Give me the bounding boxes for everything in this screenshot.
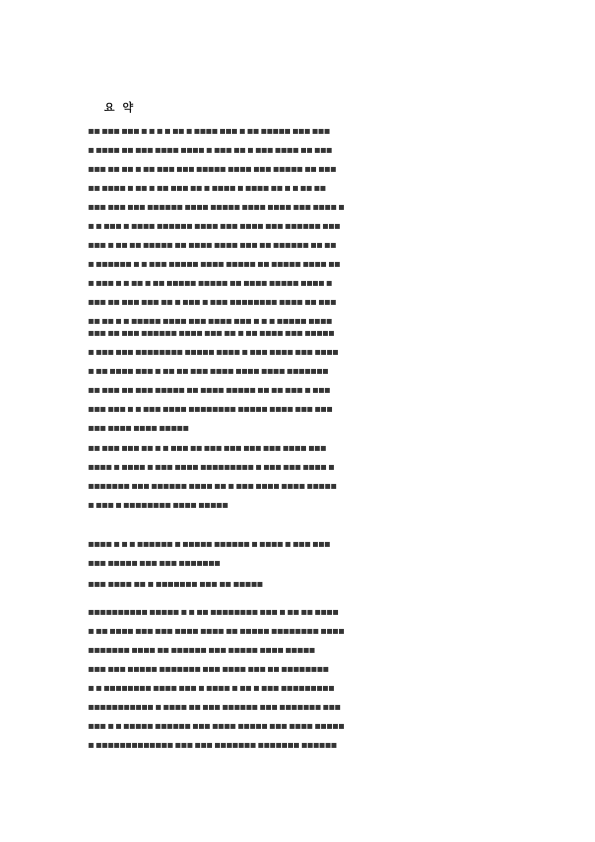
text-run: ■■■ ■ ■■ ■■ ■■■■■ ■■ ■■■■ ■■■■ ■■■ ■■ ■■■■■■ ■■ ■■ xyxy=(88,240,337,249)
paragraph-2 xyxy=(88,323,508,437)
text-line xyxy=(88,697,508,716)
text-run: ■ ■■■■■■ ■ ■ ■■■ ■■■■■ ■■■■ ■■■■■ ■■ ■■■■■ ■■■■ ■■ xyxy=(88,259,341,268)
text-run: ■■ ■■ ■ ■ ■■■■■ ■■■■ ■■■ ■■■■ ■■■ ■ ■ ■ ■■■■■ ■■■■ xyxy=(88,316,333,325)
text-line xyxy=(88,361,508,380)
text-line xyxy=(88,553,508,572)
text-line xyxy=(88,342,508,361)
text-run: ■ ■■■ ■ ■ ■■ ■ ■■ ■■■■■ ■■■■■ ■■ ■■■■ ■■■■■ ■■■■ ■ xyxy=(88,278,333,287)
text-run: ■■■■ ■ ■■■■ ■ ■■■ ■■■■ ■■■■■■■■■ ■ ■■■ ■■■ ■■■■ ■ xyxy=(88,462,335,471)
hyperlink[interactable]: ■■■■■ xyxy=(287,664,317,673)
text-line xyxy=(88,216,508,235)
text-run: ■ ■■ xyxy=(88,740,108,749)
text-line xyxy=(88,476,508,495)
text-line xyxy=(88,678,508,697)
text-run: ■■■ ■■■■■ ■■■ ■■■ ■■■■■■■ xyxy=(88,558,221,567)
text-line xyxy=(88,159,508,178)
text-run: ■■ ■■■ ■■■ ■ ■ ■ ■ ■■ ■ ■■■■ ■■■ ■ ■■ ■■■■■ ■■■ ■■■ xyxy=(88,126,330,135)
text-line xyxy=(88,380,508,399)
text-line xyxy=(88,438,508,457)
text-run: ■ ■■■ ■■■ ■■■■■■■■ ■■■■■ ■■■■ ■ ■■■ ■■■■ ■■■ ■■■■ xyxy=(88,347,339,356)
text-run: ■ ■■■ ■ ■■■■■■■■ ■■■■ ■■■■■ xyxy=(88,500,229,509)
text-line xyxy=(88,323,508,342)
text-line xyxy=(88,640,508,659)
text-line xyxy=(88,140,508,159)
text-run: ■■ ■■■ ■ ■■ ■■ ■■■■ xyxy=(245,607,339,616)
text-run: ■■■ ■■■ ■■■ ■■■■■■ ■■■■ ■■■■■ ■■■■ ■■■■ ■■■ ■■■■ ■ xyxy=(88,202,345,211)
text-run: ■ ■ ■■■■■■■■ ■■■■ ■■■ ■ ■■■■ ■ ■■ ■ ■■■ ■■■■■■■■■ xyxy=(88,683,335,692)
text-line xyxy=(88,602,508,621)
text-line xyxy=(88,574,508,593)
text-run: ■ ■■ ■■■■ ■■■ ■ ■■ ■■ ■■■ ■■■■ ■■■■ ■■■■ ■■■■■■■ xyxy=(88,366,329,375)
hyperlink[interactable]: ■■■■■ xyxy=(216,607,246,616)
text-run: ■■ ■■■■ ■ ■■ ■ ■■ ■■■ ■■ ■ ■■■■ ■ ■■■■ ■■ ■ ■ ■■ ■■ xyxy=(88,183,326,192)
text-run: ■ ■■■■ ■■ ■■■ ■■■■ ■■■■ ■ ■■■ ■■ ■ ■■■ ■■■■ ■■ ■■■ xyxy=(88,145,333,154)
text-run: ■■■ ■ ■ ■■■■■ ■■■■■■ ■■■ ■■■■ ■■■■■ ■■■ ■■■■ ■■■■■ xyxy=(88,721,345,730)
text-line xyxy=(88,735,508,754)
text-run: ■ ■ ■■■ ■ ■■■■ ■■■■■■ ■■■■ ■■■ ■■■■ ■■■ ■■■■■■ ■■■ xyxy=(88,221,341,230)
text-run: ■■■■■■■■■■ ■■■■■ ■ ■ ■■ ■ xyxy=(88,607,217,616)
text-run: ■ ■■ ■■■■ ■■■ ■■■ ■■■■ ■■■■ ■■ ■■■■■ ■■■■■■■■ ■■■■ xyxy=(88,626,345,635)
paragraph-1 xyxy=(88,121,508,330)
text-run: ■■ xyxy=(316,664,329,673)
text-line xyxy=(88,495,508,514)
text-line xyxy=(88,197,508,216)
text-line xyxy=(88,418,508,437)
text-line xyxy=(88,273,508,292)
text-run: ■■■■■■■ ■■■ ■■■■■■ ■■■■ ■■ ■ ■■■ ■■■■ ■■■■ ■■■■■ xyxy=(88,481,337,490)
text-line xyxy=(88,621,508,640)
text-run: ■■■ ■■ ■■■ ■■■ ■■ ■ ■■■ ■ ■■■ ■■■■■■■■ ■■■■ ■■ ■■■ xyxy=(88,297,337,306)
text-line xyxy=(88,457,508,476)
text-run: ■■■■■■■■■■■ ■ ■■■■ ■■ ■■■ ■■■■■■ ■■■ ■■■■■■■ ■■■ xyxy=(88,702,341,711)
paragraph-4 xyxy=(88,534,508,572)
paragraph-3 xyxy=(88,438,508,514)
text-run: ■■■ ■■■ ■ ■ ■■■ ■■■■ ■■■■■■■■ ■■■■■ ■■■■ ■■■ ■■■ xyxy=(88,404,333,413)
text-line xyxy=(88,659,508,678)
text-line xyxy=(88,534,508,553)
text-run: ■■■ ■■■■ ■■■■ ■■■■■ xyxy=(88,423,189,432)
text-run: ■■■■■■■ ■■■■ ■■ ■■■■■■ ■■■ ■■■■■ ■■■■ ■■■■■ xyxy=(88,645,315,654)
text-line xyxy=(88,292,508,311)
text-run: ■■■■ ■ ■ ■ ■■■■■■ ■ ■■■■■ ■■■■■■ ■ ■■■■ ■ ■■■ ■■■ xyxy=(88,539,331,548)
text-line xyxy=(88,121,508,140)
text-run: ■■■ ■■■ ■■■■■ ■■■■■■■ ■■■ ■■■■ ■■■ ■■ ■ xyxy=(88,664,288,673)
paragraph-5 xyxy=(88,602,508,754)
text-run: ■■ ■■■ ■■ ■■■ ■■■■■ ■■ ■■■■ ■■■■■ ■■ ■■ ■■■ ■ ■■■ xyxy=(88,385,331,394)
text-line xyxy=(88,716,508,735)
text-run: ■■■■■■ ■■■ ■■■ ■■■■■■■ ■■■■■■■ ■■■■■■ xyxy=(137,740,337,749)
text-run: ■■■ ■■ ■■■ ■■■■■■ ■■■■ ■■■ ■■ ■ ■■ ■■■■ ■■■ ■■■■■ xyxy=(88,328,335,337)
text-line xyxy=(88,235,508,254)
hyperlink[interactable]: ■■■■■ xyxy=(107,740,138,749)
text-run: ■■ ■■■ ■■■ ■■ ■ ■ ■■■ ■■ ■■■ ■■■ ■■■ ■■■ ■■■■ ■■■ xyxy=(88,443,327,452)
text-line xyxy=(88,178,508,197)
section-heading: 요 약 xyxy=(104,101,136,114)
text-line xyxy=(88,399,508,418)
text-run: ■■■ ■■ ■■ ■ ■■ ■■■ ■■■ ■■■■■ ■■■■ ■■■ ■■■■■ ■■ ■■■ xyxy=(88,164,337,173)
text-line xyxy=(88,254,508,273)
text-run: ■■■ ■■■■ ■■ ■ ■■■■■■■ ■■■ ■■ ■■■■■ xyxy=(88,579,263,588)
subheading xyxy=(88,574,508,593)
